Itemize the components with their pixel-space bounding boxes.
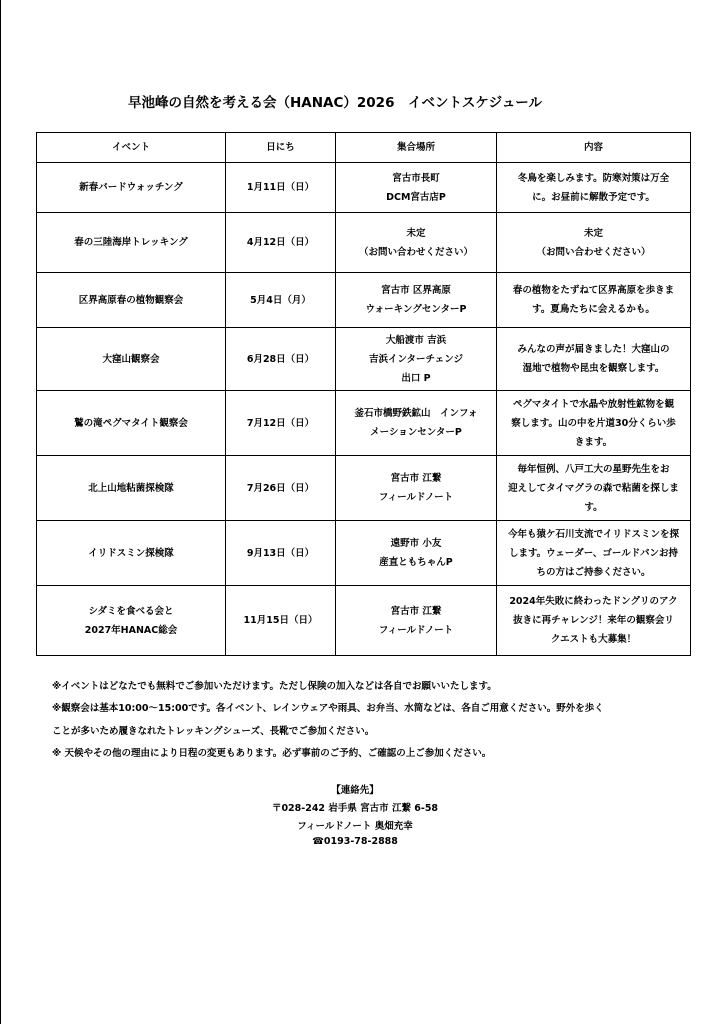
place-cell: 大船渡市 吉浜 吉浜インターチェンジ 出口 P [336, 328, 497, 391]
event-cell: 区界高原春の植物観察会 [37, 273, 226, 328]
schedule-table [36, 132, 691, 656]
content-cell: 春の植物をたずねて区界高原を歩きま す。夏鳥たちに会えるかも。 [497, 273, 691, 328]
contact-name: フィールドノート 奥畑充幸 [297, 821, 413, 832]
content-cell: みんなの声が届きました！大窪山の 湿地で植物や昆虫を観察します。 [497, 328, 691, 391]
event-cell: イリドスミン探検隊 [37, 521, 226, 586]
table-row [37, 391, 691, 456]
place-cell: 釜石市橋野鉄鉱山 インフォ メーションセンターP [336, 391, 497, 456]
place-cell: 宮古市 江繋 フィールドノート [336, 586, 497, 656]
content-cell: ペグマタイトで水晶や放射性鉱物を観 察します。山の中を片道30分くらい歩 きます。 [497, 391, 691, 456]
note-line: ※観察会は基本10:00～15:00です。各イベント、レインウェアや雨具、お弁当、水筒などは、各自ご用意ください。野外を歩く [52, 703, 604, 715]
table-row [37, 456, 691, 521]
content-cell: 冬鳥を楽しみます。防寒対策は万全 に。お昼前に解散予定です。 [497, 163, 691, 213]
contact-block [200, 782, 510, 854]
header-date: 日にち [226, 133, 336, 163]
event-cell: 鷲の滝ペグマタイト観察会 [37, 391, 226, 456]
event-cell: 新春バードウォッチング [37, 163, 226, 213]
notes [52, 678, 604, 767]
date-cell: 7月12日（日） [226, 391, 336, 456]
place-cell: 宮古市 江繋 フィールドノート [336, 456, 497, 521]
contact-address: 〒028-242 岩手県 宮古市 江繋 6-58 [271, 803, 439, 814]
header-content: 内容 [497, 133, 691, 163]
date-cell: 5月4日（月） [226, 273, 336, 328]
place-cell: 遠野市 小友 産直ともちゃんP [336, 521, 497, 586]
note-line: ※イベントはどなたでも無料でご参加いただけます。ただし保険の加入などは各自でお願いいたします。 [52, 681, 497, 692]
date-cell: 1月11日（日） [226, 163, 336, 213]
date-cell: 4月12日（日） [226, 213, 336, 273]
table-row [37, 163, 691, 213]
content-cell: 毎年恒例、八戸工大の星野先生をお 迎えしてタイマグラの森で粘菌を探しま す。 [497, 456, 691, 521]
content-cell: 2024年失敗に終わったドングリのアク 抜きに再チャレンジ！来年の観察会リ クエストも大募集！ [497, 586, 691, 656]
contact-phone: ☎0193-78-2888 [312, 836, 398, 847]
page-edge [0, 0, 1, 1024]
date-cell: 6月28日（日） [226, 328, 336, 391]
table-header-row [37, 133, 691, 163]
place-cell: 宮古市 区界高原 ウォーキングセンターP [336, 273, 497, 328]
table-row [37, 213, 691, 273]
contact-heading: 【連絡先】 [331, 785, 379, 796]
content-cell: 未定 （お問い合わせください） [497, 213, 691, 273]
event-cell: 大窪山観察会 [37, 328, 226, 391]
place-cell: 宮古市長町 DCM宮古店P [336, 163, 497, 213]
table-row [37, 328, 691, 391]
event-cell: 北上山地粘菌探検隊 [37, 456, 226, 521]
event-cell: シダミを食べる会と 2027年HANAC総会 [37, 586, 226, 656]
table-row [37, 521, 691, 586]
table-row [37, 273, 691, 328]
event-cell: 春の三陸海岸トレッキング [37, 213, 226, 273]
page-title: 早池峰の自然を考える会（HANAC）2026 イベントスケジュール [128, 95, 543, 111]
header-place: 集合場所 [336, 133, 497, 163]
content-cell: 今年も猿ケ石川支流でイリドスミンを探 します。ウェーダー、ゴールドパンお持 ちの方はご持参ください。 [497, 521, 691, 586]
header-event: イベント [37, 133, 226, 163]
note-line: ことが多いため履きなれたトレッキングシューズ、長靴でご参加ください。 [52, 725, 375, 737]
date-cell: 11月15日（日） [226, 586, 336, 656]
table-row [37, 586, 691, 656]
place-cell: 未定 （お問い合わせください） [336, 213, 497, 273]
note-line: ※ 天候やその他の理由により日程の変更もあります。必ず事前のご予約、ご確認の上ご参加ください。 [52, 747, 492, 759]
date-cell: 9月13日（日） [226, 521, 336, 586]
date-cell: 7月26日（日） [226, 456, 336, 521]
